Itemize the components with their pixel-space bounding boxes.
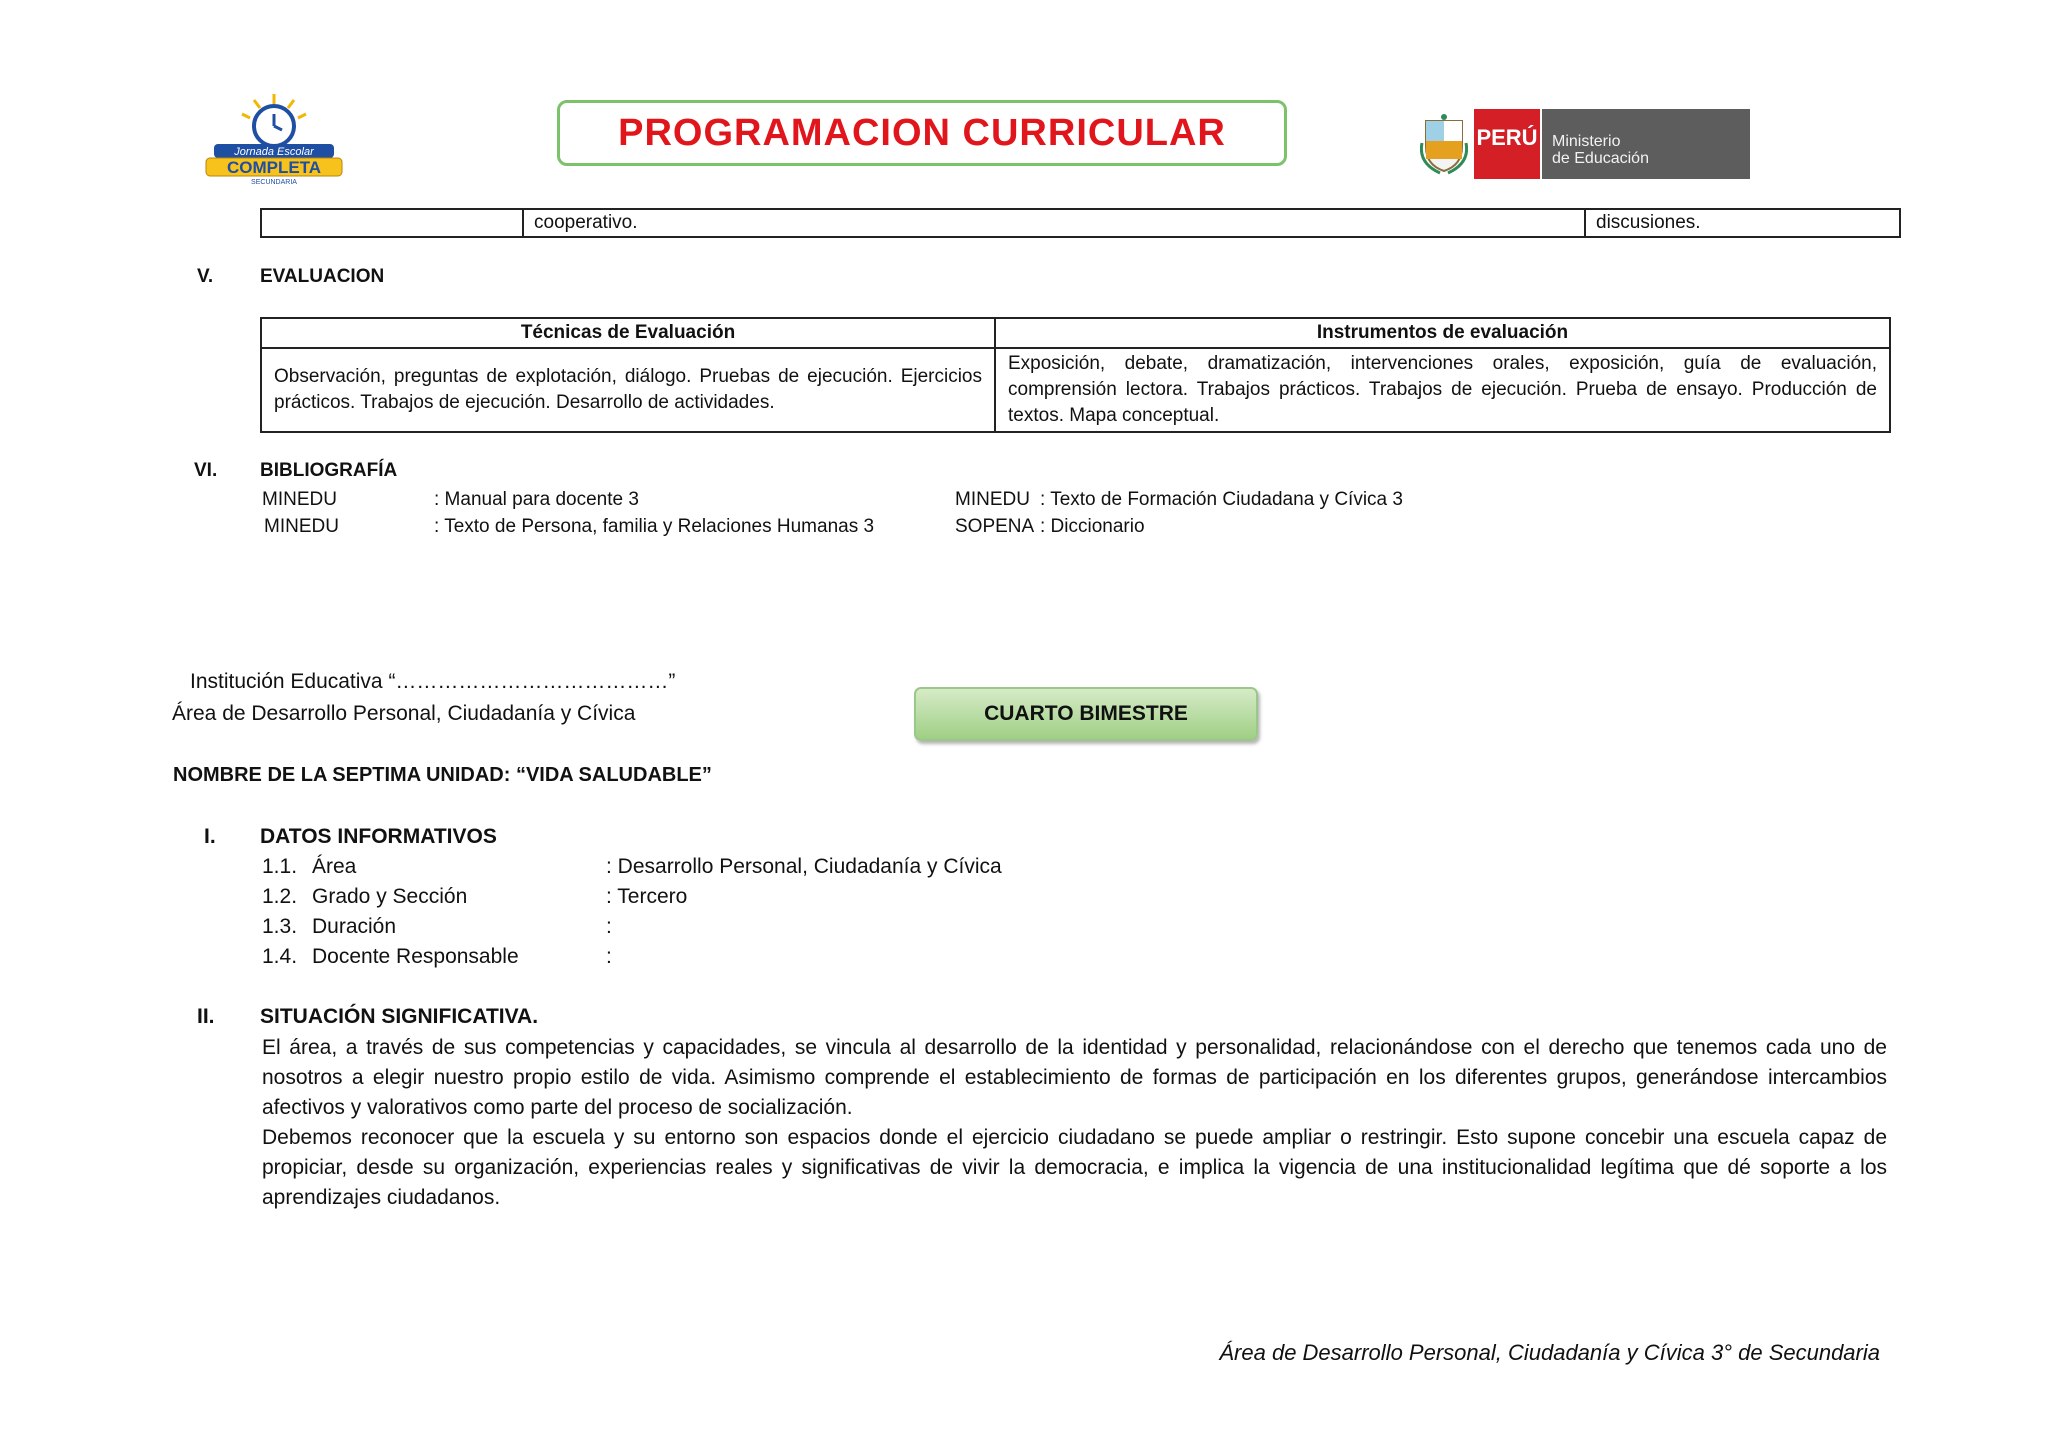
bib-author: MINEDU	[264, 516, 339, 537]
table-row	[261, 209, 1900, 237]
datos-item-value: : Tercero	[606, 885, 688, 908]
datos-item-number: 1.1.	[262, 855, 298, 878]
situacion-paragraph-1: El área, a través de sus competencias y capacidades, se vincula al desarrollo de la identidad y personalidad, relacionándose con el derecho que tenemos cada uno de nosotros a elegir nuestro propio estilo de vida. Asimismo comprende el establecimiento de formas de participación en los diferentes grupos, generándose intercambios afectivos y valorativos como parte del proceso de socialización.	[262, 1036, 1887, 1119]
institution-line: Institución Educativa “…………………………………”	[190, 670, 676, 693]
document-title: PROGRAMACION CURRICULAR	[618, 111, 1226, 154]
minedu-line1: Ministerio	[1552, 133, 1621, 150]
minedu-peru-label: PERÚ	[1474, 109, 1540, 179]
datos-item-label: Duración	[312, 915, 397, 938]
section-title-bibliografia: BIBLIOGRAFÍA	[260, 460, 398, 481]
table-cell: cooperativo.	[523, 209, 1585, 237]
area-line: Área de Desarrollo Personal, Ciudadanía y Cívica	[172, 702, 636, 725]
evaluation-table	[260, 317, 1891, 433]
table-row	[261, 348, 1890, 432]
section-title-situacion: SITUACIÓN SIGNIFICATIVA.	[260, 1005, 539, 1028]
datos-item-number: 1.2.	[262, 885, 298, 908]
document-title-box	[557, 100, 1287, 166]
jornada-escolar-completa-logo	[204, 90, 344, 186]
datos-item-value: :	[606, 915, 612, 938]
section-number: II.	[197, 1005, 215, 1028]
section-title-datos: DATOS INFORMATIVOS	[260, 825, 497, 848]
section-number: I.	[204, 825, 216, 848]
datos-item-value: : Desarrollo Personal, Ciudadanía y Cívica	[606, 855, 1002, 878]
bib-title: : Texto de Persona, familia y Relaciones Humanas 3	[434, 516, 875, 537]
situacion-paragraph-2: Debemos reconocer que la escuela y su entorno son espacios donde el ejercicio ciudadano se puede ampliar o restringir. Esto supone concebir una escuela capaz de propiciar, desde su organización, experiencias reales y significativas de vivir la democracia, e implica la vigencia de una institucionalidad legítima que dé soporte a los aprendizajes ciudadanos.	[262, 1126, 1887, 1209]
table-cell-instrumentos: Exposición, debate, dramatización, intervenciones orales, exposición, guía de evaluación, comprensión lectora. Trabajos prácticos. Trabajos de ejecución. Prueba de ensayo. Producción de textos. Mapa conceptual.	[995, 348, 1890, 432]
page-footer: Área de Desarrollo Personal, Ciudadanía y Cívica 3° de Secundaria	[1219, 1340, 1880, 1365]
table-header-row	[261, 318, 1890, 348]
continuation-table	[260, 208, 1901, 238]
column-header: Técnicas de Evaluación	[261, 318, 995, 348]
unit-name-heading: NOMBRE DE LA SEPTIMA UNIDAD: “VIDA SALUDABLE”	[173, 764, 712, 786]
cuarto-bimestre-badge: CUARTO BIMESTRE	[914, 687, 1258, 741]
datos-item-label: Docente Responsable	[312, 945, 519, 968]
logo-text-secundaria: SECUNDARIA	[251, 179, 297, 186]
minedu-line2: de Educación	[1552, 150, 1649, 167]
minedu-logo	[1420, 108, 1750, 180]
bib-title: : Diccionario	[1040, 516, 1145, 537]
bib-title: : Manual para docente 3	[434, 489, 639, 510]
section-title-evaluacion: EVALUACION	[260, 266, 385, 287]
bib-author: MINEDU	[955, 489, 1030, 510]
section-number: VI.	[194, 460, 218, 481]
logo-text-completa: COMPLETA	[226, 158, 322, 177]
datos-item-label: Grado y Sección	[312, 885, 468, 908]
datos-item-number: 1.4.	[262, 945, 298, 968]
peru-coat-of-arms-icon	[1420, 113, 1468, 175]
bib-author: MINEDU	[262, 489, 337, 510]
datos-item-label: Área	[312, 855, 357, 878]
bib-title: : Texto de Formación Ciudadana y Cívica 3	[1040, 489, 1403, 510]
logo-text-jornada: Jornada Escolar	[234, 146, 314, 158]
section-number: V.	[197, 266, 214, 287]
table-cell: discusiones.	[1585, 209, 1900, 237]
column-header: Instrumentos de evaluación	[995, 318, 1890, 348]
table-cell	[261, 209, 523, 237]
minedu-ministry-label	[1540, 109, 1750, 179]
table-cell-tecnicas: Observación, preguntas de explotación, diálogo. Pruebas de ejecución. Ejercicios prácticos. Trabajos de ejecución. Desarrollo de actividades.	[261, 348, 995, 432]
datos-item-number: 1.3.	[262, 915, 298, 938]
bib-author: SOPENA	[955, 516, 1035, 537]
datos-item-value: :	[606, 945, 612, 968]
